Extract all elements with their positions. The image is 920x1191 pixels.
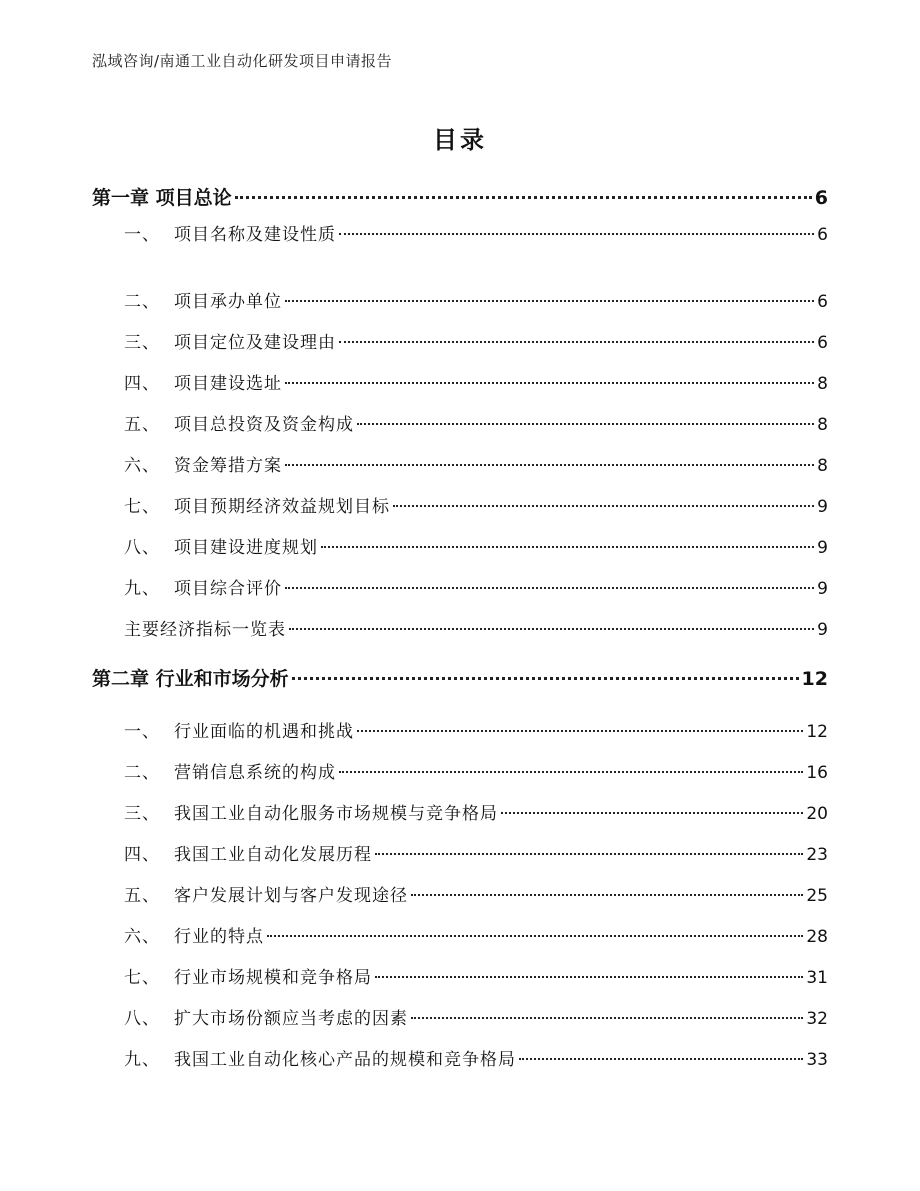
- toc-section[interactable]: [124, 758, 828, 783]
- toc-section[interactable]: [124, 840, 828, 865]
- toc-section-label: 扩大市场份额应当考虑的因素: [174, 1009, 408, 1029]
- toc-section[interactable]: [124, 881, 828, 906]
- toc-page-number: 6: [817, 333, 828, 353]
- toc-section-label: 营销信息系统的构成: [174, 763, 336, 783]
- toc-section-label: 项目名称及建设性质: [174, 225, 336, 245]
- toc-section-label: 项目定位及建设理由: [174, 333, 336, 353]
- toc-page-number: 20: [806, 804, 828, 824]
- toc-section-label: 主要经济指标一览表: [124, 620, 286, 640]
- toc-section-label: 行业市场规模和竞争格局: [174, 968, 372, 988]
- toc-page-number: 32: [806, 1009, 828, 1029]
- toc-page-number: 8: [817, 374, 828, 394]
- toc-section[interactable]: [124, 533, 828, 558]
- toc-section[interactable]: [124, 451, 828, 476]
- toc-page-number: 6: [817, 292, 828, 312]
- toc-section-number: 八、: [124, 1009, 160, 1029]
- toc-section-number: 九、: [124, 579, 160, 599]
- toc-page-number: 6: [814, 187, 828, 209]
- toc-section-number: 六、: [124, 927, 160, 947]
- toc-page-number: 23: [806, 845, 828, 865]
- toc-section-number: 五、: [124, 415, 160, 435]
- toc-section-label: 项目综合评价: [174, 579, 282, 599]
- toc-section-label: 行业的特点: [174, 927, 264, 947]
- toc-section[interactable]: [124, 922, 828, 947]
- toc-leader-dots: [339, 341, 814, 343]
- toc-page-number: 16: [806, 763, 828, 783]
- toc-section-number: 五、: [124, 886, 160, 906]
- toc-leader-dots: [393, 505, 814, 507]
- toc-section[interactable]: [124, 287, 828, 312]
- toc-section-label: 我国工业自动化核心产品的规模和竞争格局: [174, 1050, 516, 1070]
- toc-section[interactable]: [124, 615, 828, 640]
- toc-section-number: 二、: [124, 763, 160, 783]
- toc-section-number: 三、: [124, 804, 160, 824]
- toc-section[interactable]: [124, 1045, 828, 1070]
- toc-leader-dots: [235, 196, 812, 199]
- toc-section-label: 我国工业自动化发展历程: [174, 845, 372, 865]
- toc-leader-dots: [285, 464, 814, 466]
- toc-page-number: 6: [817, 225, 828, 245]
- toc-section-label: 行业面临的机遇和挑战: [174, 722, 354, 742]
- toc-section[interactable]: [124, 963, 828, 988]
- toc-page-number: 33: [806, 1050, 828, 1070]
- toc-section-number: 九、: [124, 1050, 160, 1070]
- toc-section-number: 二、: [124, 292, 160, 312]
- toc-section-number: 七、: [124, 497, 160, 517]
- toc-section[interactable]: [124, 369, 828, 394]
- toc-section-label: 资金筹措方案: [174, 456, 282, 476]
- toc-page-number: 12: [806, 722, 828, 742]
- toc-page-number: 25: [806, 886, 828, 906]
- toc-section[interactable]: [124, 799, 828, 824]
- toc-section-label: 项目承办单位: [174, 292, 282, 312]
- toc-section-number: 四、: [124, 374, 160, 394]
- toc-section[interactable]: [124, 492, 828, 517]
- toc-section[interactable]: [124, 574, 828, 599]
- toc-section-number: 六、: [124, 456, 160, 476]
- toc-section-label: 项目总投资及资金构成: [174, 415, 354, 435]
- toc-chapter-label: 第一章 项目总论: [92, 187, 232, 209]
- toc-section[interactable]: [124, 410, 828, 435]
- toc-leader-dots: [292, 677, 799, 680]
- toc-section-label: 项目建设选址: [174, 374, 282, 394]
- toc-section-number: 八、: [124, 538, 160, 558]
- toc-section-number: 四、: [124, 845, 160, 865]
- toc-section[interactable]: [124, 220, 828, 245]
- toc-leader-dots: [339, 771, 803, 773]
- toc-section-number: 一、: [124, 722, 160, 742]
- toc-page-number: 8: [817, 415, 828, 435]
- toc-leader-dots: [267, 935, 803, 937]
- toc-section[interactable]: [124, 328, 828, 353]
- toc-leader-dots: [411, 1017, 803, 1019]
- toc-leader-dots: [411, 894, 803, 896]
- toc-page-number: 31: [806, 968, 828, 988]
- toc-page-number: 9: [817, 497, 828, 517]
- toc-chapter-1[interactable]: [92, 183, 828, 210]
- toc-section-number: 三、: [124, 333, 160, 353]
- toc-page-number: 28: [806, 927, 828, 947]
- toc-page-number: 9: [817, 579, 828, 599]
- toc-leader-dots: [289, 628, 814, 630]
- toc-page-number: 9: [817, 538, 828, 558]
- toc-leader-dots: [501, 812, 803, 814]
- toc-leader-dots: [357, 730, 803, 732]
- toc-page-number: 12: [801, 668, 828, 690]
- toc-leader-dots: [321, 546, 814, 548]
- running-header: 泓域咨询/南通工业自动化研发项目申请报告: [92, 52, 393, 70]
- toc-section[interactable]: [124, 1004, 828, 1029]
- toc-leader-dots: [375, 853, 803, 855]
- toc-chapter-label: 第二章 行业和市场分析: [92, 668, 289, 690]
- toc-section-label: 客户发展计划与客户发现途径: [174, 886, 408, 906]
- toc-section-label: 项目建设进度规划: [174, 538, 318, 558]
- toc-leader-dots: [375, 976, 803, 978]
- toc-leader-dots: [285, 382, 814, 384]
- toc-leader-dots: [357, 423, 814, 425]
- toc-section-number: 七、: [124, 968, 160, 988]
- toc-section-label: 我国工业自动化服务市场规模与竞争格局: [174, 804, 498, 824]
- toc-chapter-2[interactable]: [92, 664, 828, 691]
- page-title: 目录: [433, 126, 487, 154]
- toc-leader-dots: [285, 300, 814, 302]
- toc-leader-dots: [519, 1058, 803, 1060]
- toc-section[interactable]: [124, 717, 828, 742]
- toc-leader-dots: [339, 233, 814, 235]
- toc-page-number: 9: [817, 620, 828, 640]
- toc-section-number: 一、: [124, 225, 160, 245]
- toc-section-label: 项目预期经济效益规划目标: [174, 497, 390, 517]
- toc-leader-dots: [285, 587, 814, 589]
- toc-page-number: 8: [817, 456, 828, 476]
